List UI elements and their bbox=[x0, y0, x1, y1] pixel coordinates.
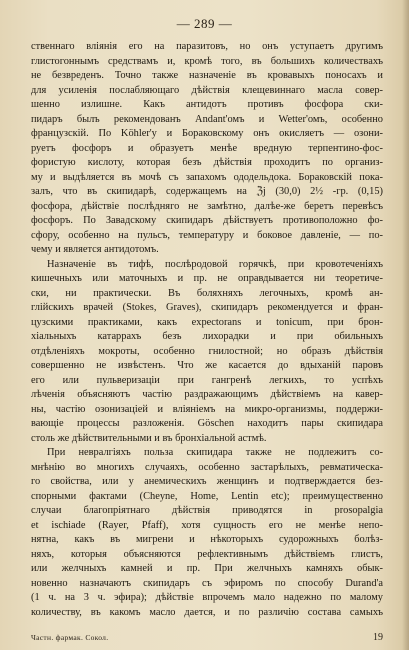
text-line: При невралгіяхъ польза скипидара также не подлежитъ со- bbox=[47, 447, 383, 458]
text-line: столь же дѣйствительными и въ бронхіальной астмѣ. bbox=[31, 432, 267, 444]
text-line: количеству, въ какомъ масло дается, и по различію состава самыхъ bbox=[31, 606, 383, 618]
text-line: цузскими практиками, какъ expectorans и tonicum, при брон- bbox=[31, 316, 383, 328]
text-line: ски, ни практически. Въ боляхняхъ легочныхъ, кромѣ ан- bbox=[31, 287, 383, 299]
text-line: вающіе процессы разложенія. Göschen находитъ пары скипидара bbox=[31, 418, 383, 429]
signature-mark: Частн. фармак. Сокол. bbox=[31, 633, 109, 642]
text-line: шенно излишне. Какъ антидотъ противъ фосфора ски- bbox=[31, 99, 383, 110]
text-line: му и выдѣляется въ мочѣ съ запахомъ ододельдока. Бораковскій пока- bbox=[31, 171, 383, 183]
page-edge-shadow bbox=[402, 0, 409, 650]
text-line: его или пульверизаціи при гангренѣ легкихъ, то успѣхъ bbox=[31, 374, 383, 386]
text-line: мнѣнію во многихъ случаяхъ, особенно застарѣлыхъ, ревматическа- bbox=[31, 461, 383, 473]
text-line: совершенно не извѣстенъ. Что же касается до вдыханій паровъ bbox=[31, 360, 383, 371]
text-line: кишечныхъ или маточныхъ и пр. не оправдывается ни теоретиче- bbox=[31, 273, 383, 284]
text-line: Назначеніе въ тифѣ, послѣродовой горячкѣ, при кровотеченіяхъ bbox=[47, 258, 383, 270]
text-line: няхъ, которыя объясняются рефлективнымъ дѣйствіемъ глистъ, bbox=[31, 548, 383, 560]
body-text bbox=[31, 40, 383, 620]
text-line: отдѣленіяхъ мокроты, особенно гнилостной; но образъ дѣйствія bbox=[31, 345, 383, 357]
text-line: фосфоръ. По Завадскому скипидаръ дѣйствуетъ противоположно фо- bbox=[31, 215, 383, 226]
text-line: руетъ фосфоръ и образуетъ менѣе вредную терпентино-фос- bbox=[31, 142, 383, 154]
text-line: спорными фактами (Cheyne, Home, Lentin etc); преимущественно bbox=[31, 490, 383, 502]
text-line: или желчныхъ камней и пр. При желчныхъ камняхъ обык- bbox=[31, 563, 383, 574]
text-line: лѣченія объясняютъ частію раздражающимъ дѣйствіемъ на кавер- bbox=[31, 389, 383, 400]
text-line: го свойства, или у анемическихъ женщинъ и подтверждается без- bbox=[31, 476, 383, 487]
text-line: фористую кислоту, которая безъ дѣйствія проходитъ по организ- bbox=[31, 157, 383, 168]
text-line: залъ, что въ скипидарѣ, содержащемъ на ℨj (30,0) 2½ ‑гр. (0,15) bbox=[31, 186, 383, 197]
text-line: не безвреденъ. Точно также назначеніе въ кровавыхъ поносахъ и bbox=[31, 70, 383, 81]
text-line: французскій. По Köhler'у и Бораковскому онъ окисляетъ — озони- bbox=[31, 128, 383, 139]
text-line: для усиленія послабляющаго дѣйствія клещевиннаго масла совер- bbox=[31, 84, 383, 96]
text-line: хіальныхъ катаррахъ безъ лихорадки и при обильныхъ bbox=[31, 331, 383, 342]
text-line: пидаръ былъ рекомендованъ Andant'омъ и Wetter'омъ, особенно bbox=[31, 113, 383, 125]
text-line: et ischiade (Rayer, Pfaff), хотя сущность его не менѣе непо- bbox=[31, 519, 383, 531]
text-line: новенно назначаютъ скипидаръ съ эфиромъ по способу Durand'а bbox=[31, 577, 383, 589]
text-line: нятна, какъ въ мигрени и нѣкоторыхъ судорожныхъ болѣз- bbox=[31, 534, 383, 545]
text-line: ственнаго вліянія его на паразитовъ, но онъ уступаетъ другимъ bbox=[31, 41, 383, 52]
text-line: ны, частію озонизаціей и вліяніемъ на микро-организмы, поддержи- bbox=[31, 403, 383, 415]
text-line: фосфора, дѣйствіе послѣдняго не замѣтно, далѣе-же беретъ перевѣсъ bbox=[31, 200, 383, 212]
signature-number: 19 bbox=[373, 632, 383, 643]
text-line: случаи благопріятнаго дѣйствія приводятся in prosopalgia bbox=[31, 505, 383, 516]
text-line: глійскихъ врачей (Stokes, Graves), скипидаръ рекомендуется и фран- bbox=[31, 302, 383, 313]
text-line: сфору, особенно на пульсъ, температуру и боковое давленіе, — по- bbox=[31, 229, 383, 241]
text-line: глистогоннымъ средствамъ и, кромѣ того, въ большихъ количествахъ bbox=[31, 55, 383, 67]
page-number-header: — 289 — bbox=[176, 16, 233, 31]
text-line: чему и является антидотомъ. bbox=[31, 244, 159, 255]
page-footer bbox=[31, 632, 383, 643]
text-line: (1 ч. на 3 ч. эфира); дѣйствіе впрочемъ мало надежно по малому bbox=[31, 592, 383, 603]
